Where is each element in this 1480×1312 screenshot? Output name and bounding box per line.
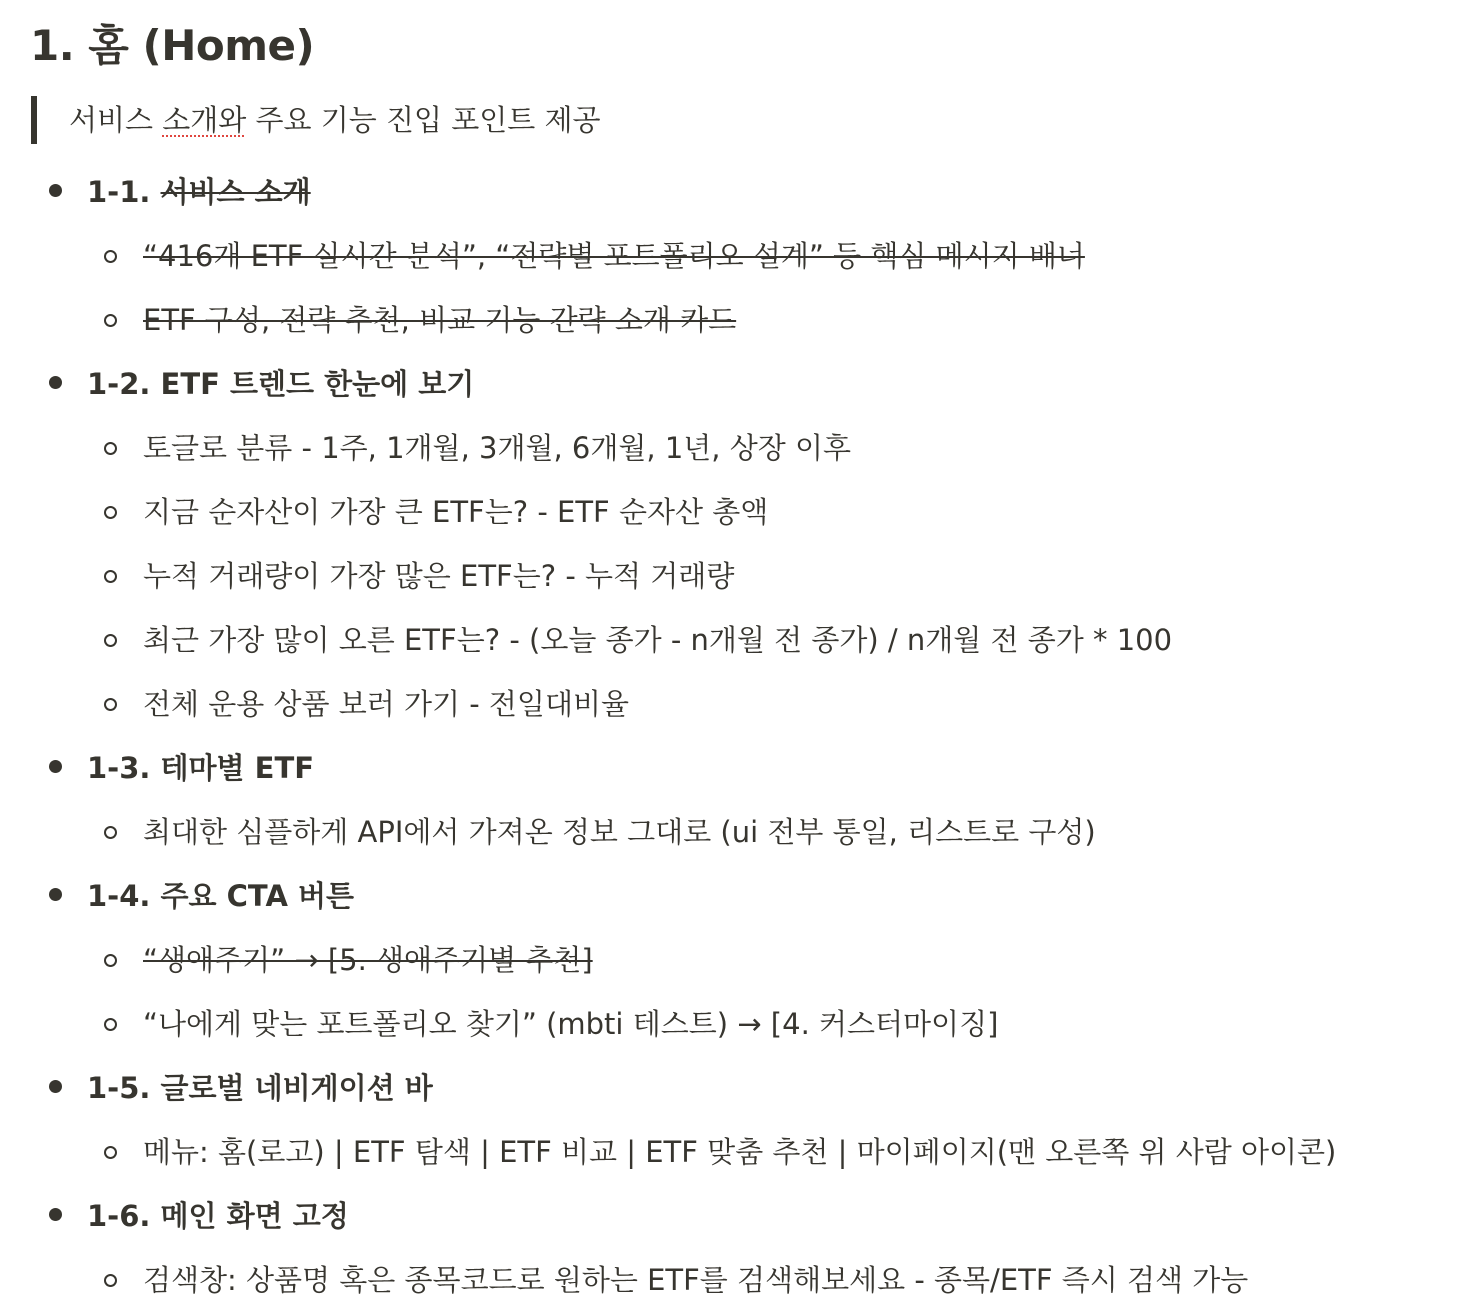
bullet-circle xyxy=(104,250,117,263)
bullet-circle xyxy=(104,698,117,711)
bullet-circle xyxy=(104,634,117,647)
bullet-circle xyxy=(104,1018,117,1031)
heading-strike-text: 서비스 소개 xyxy=(160,175,311,209)
list-item: 최근 가장 많이 오른 ETF는? - (오늘 종가 - n개월 전 종가) / n개월 전 종가 * 100 xyxy=(143,623,1173,657)
bullet-disc xyxy=(49,184,62,197)
bullet-circle xyxy=(104,570,117,583)
list-item: 검색창: 상품명 혹은 종목코드로 원하는 ETF를 검색해보세요 - 종목/ETF 즉시 검색 가능 xyxy=(143,1263,1249,1297)
bullet-circle xyxy=(104,826,117,839)
bullet-circle xyxy=(104,442,117,455)
list-item: ETF 구성, 전략 추천, 비교 기능 간략 소개 카드 xyxy=(143,303,737,337)
section-heading-1-1 xyxy=(87,172,311,212)
page-title: 1. 홈 (Home) xyxy=(30,21,315,70)
quote-text-before: 서비스 xyxy=(69,103,163,137)
callout-quote xyxy=(31,96,601,144)
quote-text-after: 주요 기능 진입 포인트 제공 xyxy=(246,103,601,137)
bullet-circle xyxy=(104,1146,117,1159)
list-item: 최대한 심플하게 API에서 가져온 정보 그대로 (ui 전부 통일, 리스트로 구성) xyxy=(143,815,1096,849)
bullet-disc xyxy=(49,760,62,773)
list-item: 지금 순자산이 가장 큰 ETF는? - ETF 순자산 총액 xyxy=(143,495,769,529)
bullet-circle xyxy=(104,314,117,327)
bullet-circle xyxy=(104,506,117,519)
list-item: “생애주기” → [5. 생애주기별 추천] xyxy=(143,943,593,977)
list-item: 메뉴: 홈(로고) | ETF 탐색 | ETF 비교 | ETF 맞춤 추천 | 마이페이지(맨 오른쪽 위 사람 아이콘) xyxy=(143,1135,1337,1169)
list-item: 토글로 분류 - 1주, 1개월, 3개월, 6개월, 1년, 상장 이후 xyxy=(143,431,852,465)
bullet-circle xyxy=(104,954,117,967)
section-heading-1-2: 1-2. ETF 트렌드 한눈에 보기 xyxy=(87,367,475,401)
section-heading-1-5: 1-5. 글로벌 네비게이션 바 xyxy=(87,1071,433,1105)
bullet-disc xyxy=(49,888,62,901)
bullet-disc xyxy=(49,376,62,389)
list-item: “나에게 맞는 포트폴리오 찾기” (mbti 테스트) → [4. 커스터마이징] xyxy=(143,1007,999,1041)
bullet-disc xyxy=(49,1208,62,1221)
section-heading-1-4: 1-4. 주요 CTA 버튼 xyxy=(87,879,355,913)
list-item: “416개 ETF 실시간 분석”, “전략별 포트폴리오 설계” 등 핵심 메시지 배너 xyxy=(143,239,1085,273)
heading-number: 1-1. xyxy=(87,175,161,209)
list-item: 누적 거래량이 가장 많은 ETF는? - 누적 거래량 xyxy=(143,559,735,593)
bullet-circle xyxy=(104,1274,117,1287)
list-item: 전체 운용 상품 보러 가기 - 전일대비율 xyxy=(143,687,629,721)
section-heading-1-3: 1-3. 테마별 ETF xyxy=(87,751,315,785)
section-heading-1-6: 1-6. 메인 화면 고정 xyxy=(87,1199,349,1233)
quote-text-spell: 소개와 xyxy=(162,103,247,137)
bullet-disc xyxy=(49,1080,62,1093)
